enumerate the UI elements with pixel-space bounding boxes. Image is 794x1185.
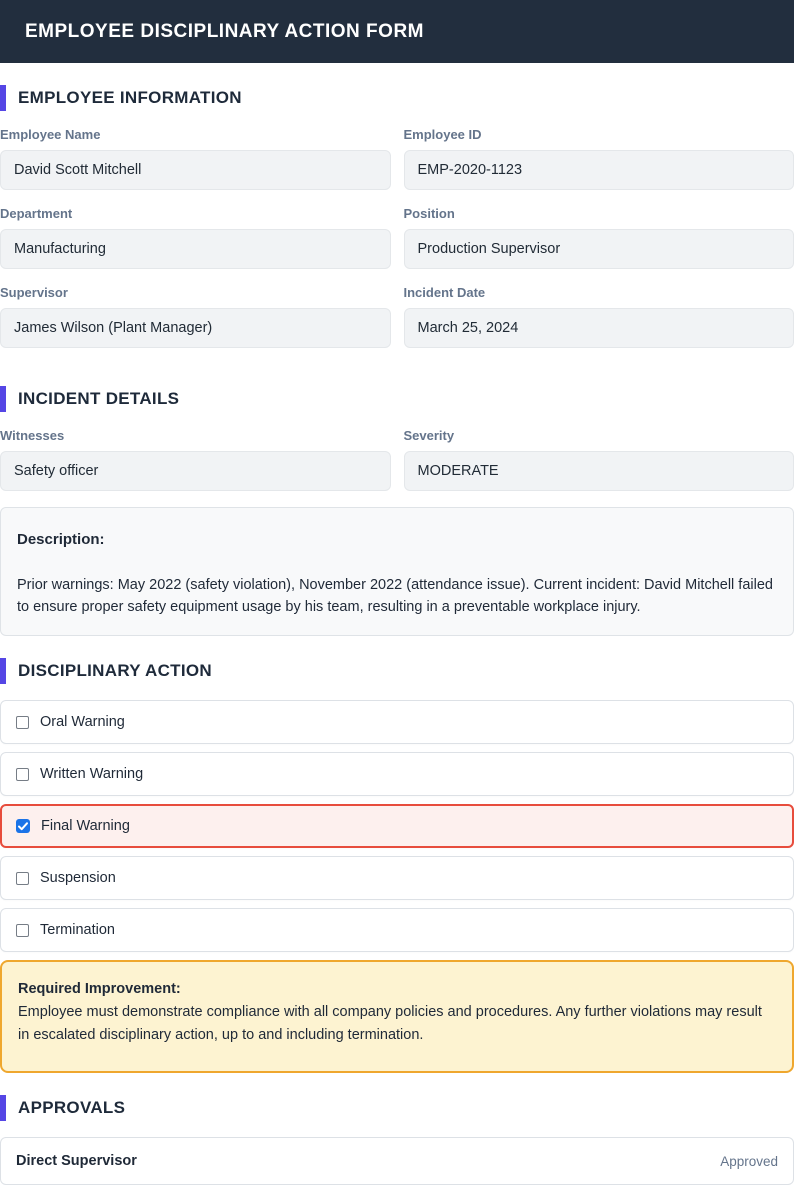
description-label: Description:	[17, 531, 777, 548]
approval-role: Direct Supervisor	[16, 1153, 137, 1169]
required-improvement-text: Employee must demonstrate compliance with all company policies and procedures. Any further violations may result in escalated disciplinary action, up to and including termination.	[18, 1001, 776, 1047]
option-label: Oral Warning	[40, 714, 125, 730]
disciplinary-options-list	[0, 700, 794, 952]
field-label: Employee Name	[0, 127, 391, 143]
employee-name-input[interactable]: David Scott Mitchell	[0, 150, 391, 190]
field-label: Incident Date	[404, 285, 794, 301]
incident-date-input[interactable]: March 25, 2024	[404, 308, 794, 348]
option-suspension[interactable]	[0, 856, 794, 900]
field-supervisor	[0, 285, 391, 348]
field-label: Department	[0, 206, 391, 222]
field-label: Employee ID	[404, 127, 794, 143]
field-label: Severity	[404, 428, 794, 444]
checkbox-checked-icon[interactable]	[16, 819, 30, 833]
section-title-approvals: APPROVALS	[0, 1095, 794, 1121]
section-title-disciplinary-action: DISCIPLINARY ACTION	[0, 658, 794, 684]
form-body	[0, 85, 794, 1185]
description-text: Prior warnings: May 2022 (safety violation), November 2022 (attendance issue). Current incident: David Mitchell failed to ensure proper safety equipment usage by his team, resulting in a preventable workplace injury.	[17, 574, 777, 618]
option-written-warning[interactable]	[0, 752, 794, 796]
option-label: Suspension	[40, 870, 116, 886]
option-label: Final Warning	[41, 818, 130, 834]
required-improvement-box	[0, 960, 794, 1073]
field-label: Supervisor	[0, 285, 391, 301]
field-label: Position	[404, 206, 794, 222]
required-improvement-label: Required Improvement:	[18, 981, 776, 997]
checkbox-unchecked-icon[interactable]	[16, 716, 29, 729]
position-input[interactable]: Production Supervisor	[404, 229, 794, 269]
field-employee-id	[404, 127, 794, 190]
field-severity	[404, 428, 794, 491]
approval-row-direct-supervisor	[0, 1137, 794, 1185]
supervisor-input[interactable]: James Wilson (Plant Manager)	[0, 308, 391, 348]
severity-input[interactable]: MODERATE	[404, 451, 794, 491]
field-department	[0, 206, 391, 269]
option-final-warning[interactable]	[0, 804, 794, 848]
employee-information-grid	[0, 127, 794, 364]
option-oral-warning[interactable]	[0, 700, 794, 744]
field-incident-date	[404, 285, 794, 348]
field-position	[404, 206, 794, 269]
department-input[interactable]: Manufacturing	[0, 229, 391, 269]
section-title-employee-information: EMPLOYEE INFORMATION	[0, 85, 794, 111]
employee-id-input[interactable]: EMP-2020-1123	[404, 150, 794, 190]
form-header	[0, 0, 794, 63]
field-label: Witnesses	[0, 428, 391, 444]
option-label: Written Warning	[40, 766, 143, 782]
witnesses-input[interactable]: Safety officer	[0, 451, 391, 491]
approval-status-badge: Approved	[720, 1154, 778, 1169]
checkbox-unchecked-icon[interactable]	[16, 872, 29, 885]
option-termination[interactable]	[0, 908, 794, 952]
field-witnesses	[0, 428, 391, 491]
section-title-incident-details: INCIDENT DETAILS	[0, 386, 794, 412]
incident-details-grid	[0, 428, 794, 507]
checkbox-unchecked-icon[interactable]	[16, 924, 29, 937]
form-title: EMPLOYEE DISCIPLINARY ACTION FORM	[25, 21, 424, 43]
option-label: Termination	[40, 922, 115, 938]
checkbox-unchecked-icon[interactable]	[16, 768, 29, 781]
field-employee-name	[0, 127, 391, 190]
incident-description-box	[0, 507, 794, 636]
